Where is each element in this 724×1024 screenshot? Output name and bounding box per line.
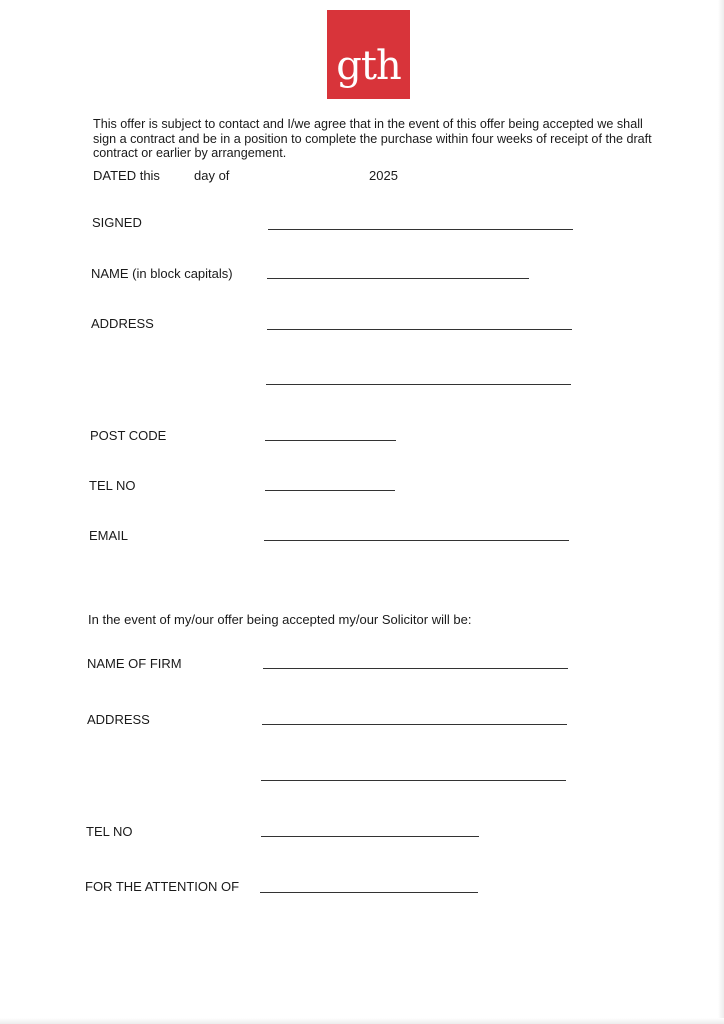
- signed-line[interactable]: [268, 229, 573, 230]
- solicitor-address-label: ADDRESS: [87, 712, 150, 727]
- post-code-line[interactable]: [265, 440, 396, 441]
- dated-label: DATED this: [93, 168, 160, 183]
- attention-label: FOR THE ATTENTION OF: [85, 879, 240, 894]
- day-of-label: day of: [194, 168, 230, 183]
- firm-name-label: NAME OF FIRM: [87, 656, 182, 671]
- address-line-1[interactable]: [267, 329, 572, 330]
- address-label: ADDRESS: [91, 316, 154, 331]
- post-code-label: POST CODE: [90, 428, 167, 443]
- name-line[interactable]: [267, 278, 529, 279]
- attention-line[interactable]: [260, 892, 478, 893]
- signed-label: SIGNED: [92, 215, 142, 230]
- offer-terms-text: This offer is subject to contact and I/we agree that in the event of this offer being accepted we shall sign a contract and be in a position to complete the purchase within four weeks of receipt of the draft contract or earlier by arrangement.: [93, 117, 652, 160]
- tel-no-line[interactable]: [265, 490, 395, 491]
- gth-logo: [327, 10, 410, 99]
- page-edge-bottom: [0, 1018, 724, 1024]
- gth-logo-text: gth: [336, 43, 401, 89]
- firm-name-line[interactable]: [263, 668, 568, 669]
- tel-no-label: TEL NO: [89, 478, 136, 493]
- name-label: NAME (in block capitals): [91, 266, 233, 281]
- solicitor-address-line-1[interactable]: [262, 724, 567, 725]
- dated-year: 2025: [369, 168, 398, 183]
- email-line[interactable]: [264, 540, 569, 541]
- address-line-2[interactable]: [266, 384, 571, 385]
- email-label: EMAIL: [89, 528, 129, 543]
- solicitor-tel-no-line[interactable]: [261, 836, 479, 837]
- solicitor-intro-text: In the event of my/our offer being accepted my/our Solicitor will be:: [88, 612, 472, 627]
- page-edge-right: [718, 0, 724, 1024]
- solicitor-tel-no-label: TEL NO: [86, 824, 133, 839]
- solicitor-address-line-2[interactable]: [261, 780, 566, 781]
